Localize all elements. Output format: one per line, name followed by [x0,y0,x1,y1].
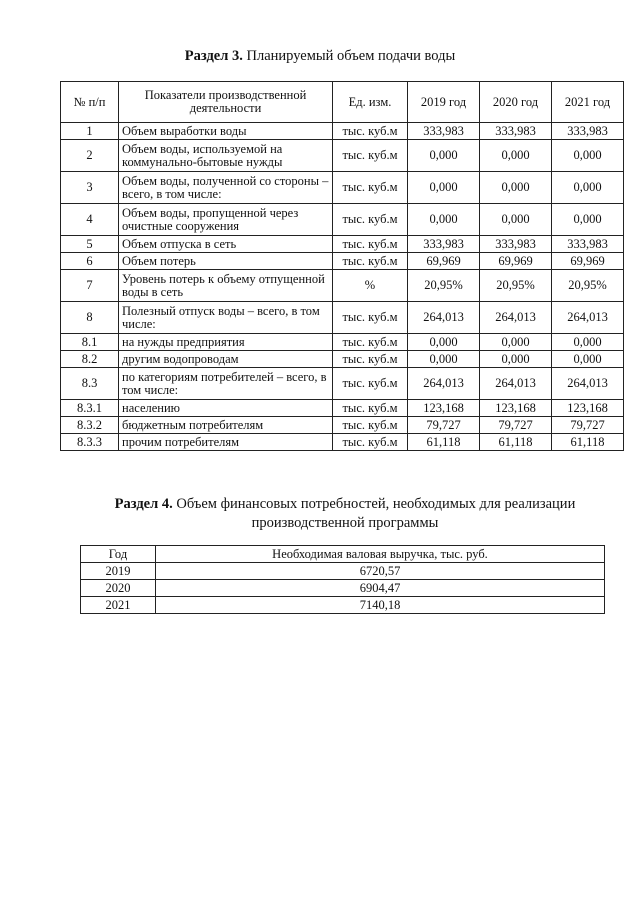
row-indicator: Уровень потерь к объему отпущенной воды в сеть [119,270,333,302]
row-number: 1 [61,123,119,140]
header-unit: Ед. изм. [333,82,408,123]
header-2021: 2021 год [552,82,624,123]
table-row [81,563,605,580]
row-indicator: Объем отпуска в сеть [119,236,333,253]
row-indicator: прочим потребителям [119,434,333,451]
row-unit: тыс. куб.м [333,368,408,400]
row-2020-value: 61,118 [480,434,552,451]
row-2021-value: 69,969 [552,253,624,270]
row-year: 2019 [81,563,156,580]
row-2021-value: 0,000 [552,172,624,204]
row-2019-value: 20,95% [408,270,480,302]
table-row [61,417,624,434]
table-row [61,253,624,270]
row-2021-value: 0,000 [552,351,624,368]
table-row [61,140,624,172]
row-number: 8.3.1 [61,400,119,417]
row-unit: тыс. куб.м [333,236,408,253]
row-2021-value: 20,95% [552,270,624,302]
row-year: 2020 [81,580,156,597]
row-indicator: на нужды предприятия [119,334,333,351]
row-2020-value: 69,969 [480,253,552,270]
row-2020-value: 0,000 [480,351,552,368]
row-2020-value: 264,013 [480,368,552,400]
row-unit: тыс. куб.м [333,204,408,236]
section3-label: Раздел 3. [184,48,243,64]
row-2020-value: 264,013 [480,302,552,334]
row-revenue: 6720,57 [156,563,605,580]
header-2019: 2019 год [408,82,480,123]
row-2021-value: 0,000 [552,140,624,172]
row-2019-value: 61,118 [408,434,480,451]
row-2019-value: 0,000 [408,334,480,351]
header-indicator: Показатели производственной деятельности [119,82,333,123]
row-2019-value: 79,727 [408,417,480,434]
row-2021-value: 123,168 [552,400,624,417]
row-2020-value: 0,000 [480,204,552,236]
row-indicator: Объем воды, пропущенной через очистные сооружения [119,204,333,236]
row-2020-value: 333,983 [480,236,552,253]
row-number: 8.3 [61,368,119,400]
row-indicator: Объем воды, используемой на коммунально-бытовые нужды [119,140,333,172]
row-2019-value: 69,969 [408,253,480,270]
row-number: 8.3.3 [61,434,119,451]
row-2021-value: 0,000 [552,334,624,351]
section4-title [80,495,610,533]
row-unit: тыс. куб.м [333,302,408,334]
row-2019-value: 0,000 [408,204,480,236]
table-row [61,236,624,253]
section3-title [0,47,640,66]
row-unit: тыс. куб.м [333,253,408,270]
row-2019-value: 264,013 [408,368,480,400]
row-2020-value: 0,000 [480,140,552,172]
row-number: 4 [61,204,119,236]
row-unit: тыс. куб.м [333,400,408,417]
row-unit: тыс. куб.м [333,417,408,434]
row-2020-value: 123,168 [480,400,552,417]
row-2019-value: 0,000 [408,172,480,204]
row-2020-value: 333,983 [480,123,552,140]
row-2019-value: 333,983 [408,236,480,253]
row-revenue: 6904,47 [156,580,605,597]
table-row [81,580,605,597]
row-2020-value: 0,000 [480,334,552,351]
row-2021-value: 264,013 [552,302,624,334]
row-number: 2 [61,140,119,172]
row-2021-value: 0,000 [552,204,624,236]
table-header-row [81,546,605,563]
row-number: 8.2 [61,351,119,368]
row-unit: тыс. куб.м [333,351,408,368]
row-2021-value: 333,983 [552,236,624,253]
row-number: 3 [61,172,119,204]
header-2020: 2020 год [480,82,552,123]
table-row [61,334,624,351]
row-2020-value: 79,727 [480,417,552,434]
row-2019-value: 0,000 [408,351,480,368]
section4-label: Раздел 4. [114,496,173,512]
header-number: № п/п [61,82,119,123]
row-indicator: Объем воды, полученной со стороны – всего, в том числе: [119,172,333,204]
table-row [61,123,624,140]
row-unit: тыс. куб.м [333,123,408,140]
row-2020-value: 20,95% [480,270,552,302]
row-number: 8 [61,302,119,334]
row-number: 8.3.2 [61,417,119,434]
row-number: 5 [61,236,119,253]
table-row [61,434,624,451]
water-supply-table [60,81,624,451]
row-2019-value: 333,983 [408,123,480,140]
row-2021-value: 79,727 [552,417,624,434]
row-unit: тыс. куб.м [333,434,408,451]
row-indicator: Объем выработки воды [119,123,333,140]
row-indicator: другим водопроводам [119,351,333,368]
table-row [61,351,624,368]
row-unit: тыс. куб.м [333,172,408,204]
table-row [61,270,624,302]
row-unit: тыс. куб.м [333,140,408,172]
row-2020-value: 0,000 [480,172,552,204]
section4-heading: Объем финансовых потребностей, необходимых для реализации производственной программы [176,496,576,531]
table-row [61,172,624,204]
section3-heading: Планируемый объем подачи воды [246,48,456,64]
table-row [61,368,624,400]
header-revenue: Необходимая валовая выручка, тыс. руб. [156,546,605,563]
row-number: 8.1 [61,334,119,351]
row-2019-value: 0,000 [408,140,480,172]
row-number: 7 [61,270,119,302]
row-indicator: Полезный отпуск воды – всего, в том числе: [119,302,333,334]
row-2021-value: 333,983 [552,123,624,140]
financial-needs-table [80,545,605,614]
row-indicator: населению [119,400,333,417]
row-2021-value: 61,118 [552,434,624,451]
row-unit: тыс. куб.м [333,334,408,351]
row-indicator: Объем потерь [119,253,333,270]
row-2019-value: 123,168 [408,400,480,417]
row-2019-value: 264,013 [408,302,480,334]
row-indicator: бюджетным потребителям [119,417,333,434]
header-year: Год [81,546,156,563]
table-row [61,302,624,334]
table-header-row [61,82,624,123]
row-year: 2021 [81,597,156,614]
table-row [61,204,624,236]
row-unit: % [333,270,408,302]
row-number: 6 [61,253,119,270]
row-2021-value: 264,013 [552,368,624,400]
row-revenue: 7140,18 [156,597,605,614]
table-row [61,400,624,417]
table-row [81,597,605,614]
row-indicator: по категориям потребителей – всего, в том числе: [119,368,333,400]
